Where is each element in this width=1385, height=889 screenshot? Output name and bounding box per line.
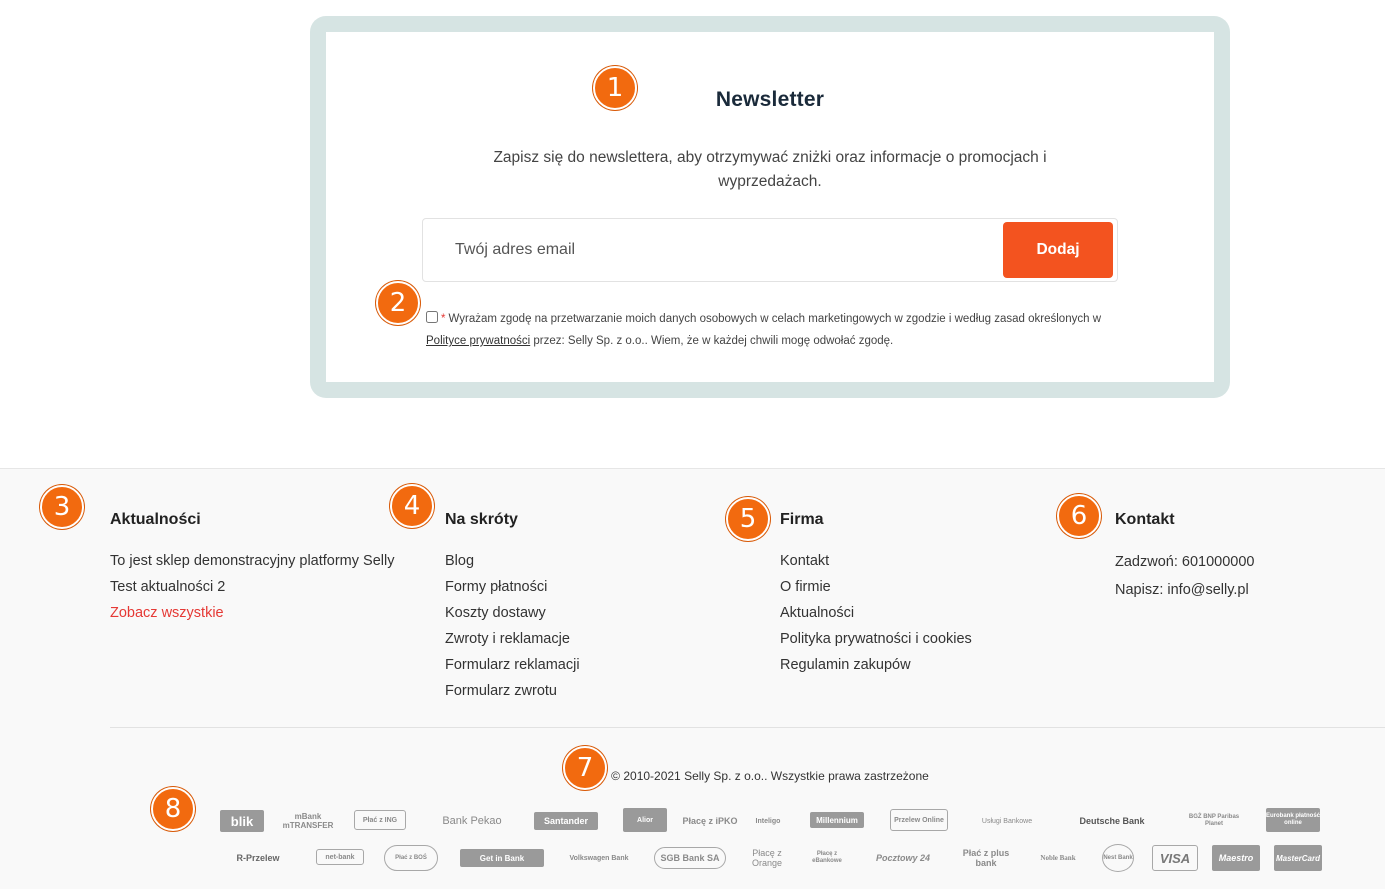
newsletter-form xyxy=(422,218,1118,282)
payment-logo-przelew-online: Przelew Online xyxy=(890,809,948,831)
footer-contact-title: Kontakt xyxy=(1115,511,1175,528)
marker-7: 7 xyxy=(563,746,607,790)
payment-logo-visa: VISA xyxy=(1152,845,1198,871)
footer xyxy=(0,468,1385,889)
consent-checkbox[interactable] xyxy=(426,311,438,323)
payment-logo-uslugi-bankowe: Usługi Bankowe xyxy=(981,817,1033,825)
newsletter-description: Zapisz się do newslettera, aby otrzymywać zniżki oraz informacje o promocjach i wyprzedażach. xyxy=(493,149,1047,190)
newsletter-title: Newsletter xyxy=(715,88,825,111)
payment-logo-bos: Płać z BOŚ xyxy=(384,845,438,871)
payment-logos-row-2 xyxy=(220,843,1330,873)
marker-3: 3 xyxy=(40,485,84,529)
footer-news-title: Aktualności xyxy=(110,511,201,528)
payment-logo-volkswagen: Volkswagen Bank xyxy=(569,854,629,862)
newsletter-consent xyxy=(426,308,1106,352)
payment-logo-blik: blik xyxy=(220,810,264,832)
payment-logo-pocztowy: Pocztowy 24 xyxy=(875,853,931,863)
newsletter-frame xyxy=(310,16,1230,398)
payment-logo-ipko: Płacę z iPKO xyxy=(682,816,738,826)
footer-shortcuts-title: Na skróty xyxy=(445,511,518,528)
payment-logo-plus-bank: Płać z plus bank xyxy=(962,848,1010,868)
newsletter-panel xyxy=(326,32,1214,382)
footer-company-title: Firma xyxy=(780,511,824,528)
payment-logo-deutsche-bank: Deutsche Bank xyxy=(1079,816,1145,826)
payment-logo-mbank: mBank mTRANSFER xyxy=(282,812,334,830)
footer-column-shortcuts xyxy=(445,511,580,704)
footer-link-privacy[interactable]: Polityka prywatności i cookies xyxy=(780,631,972,647)
footer-link-news[interactable]: Aktualności xyxy=(780,605,855,621)
marker-1: 1 xyxy=(593,66,637,110)
newsletter-submit-button[interactable]: Dodaj xyxy=(1003,222,1113,278)
marker-5: 5 xyxy=(726,497,770,541)
footer-news-list xyxy=(110,548,394,626)
payment-logo-maestro: Maestro xyxy=(1212,845,1260,871)
footer-divider xyxy=(110,727,1385,728)
footer-news-item[interactable]: Test aktualności 2 xyxy=(110,579,226,595)
payment-logo-ing: Płać z ING xyxy=(354,810,406,830)
footer-company-list xyxy=(780,548,972,678)
payment-logo-alior: Alior xyxy=(623,808,667,832)
footer-shortcuts-list xyxy=(445,548,580,704)
footer-contact-list xyxy=(1115,548,1254,604)
consent-text-end: przez: Selly Sp. z o.o.. Wiem, że w każdej chwili mogę odwołać zgodę. xyxy=(530,335,894,347)
footer-column-company xyxy=(780,511,972,678)
footer-column-contact xyxy=(1115,511,1254,604)
footer-link-payment-methods[interactable]: Formy płatności xyxy=(445,579,548,595)
footer-link-returns[interactable]: Zwroty i reklamacje xyxy=(445,631,570,647)
contact-phone[interactable]: Zadzwoń: 601000000 xyxy=(1115,554,1255,570)
payment-logo-bnp: BGŻ BNP Paribas Planet xyxy=(1188,814,1240,827)
privacy-policy-link[interactable]: Polityce prywatności xyxy=(426,335,531,347)
payment-logo-orange: Płacę z Orange xyxy=(751,848,783,868)
marker-6: 6 xyxy=(1057,494,1101,538)
footer-link-about[interactable]: O firmie xyxy=(780,579,831,595)
payment-logo-santander: Santander xyxy=(534,812,598,830)
footer-link-return-form[interactable]: Formularz zwrotu xyxy=(445,683,557,699)
footer-link-terms[interactable]: Regulamin zakupów xyxy=(780,657,911,673)
payment-logos-row-1 xyxy=(220,806,1330,836)
footer-column-news xyxy=(110,511,394,626)
consent-text-start: Wyrażam zgodę na przetwarzanie moich danych osobowych w celach marketingowych w zgodzie i według zasad określonych w xyxy=(448,313,1101,325)
copyright-text: © 2010-2021 Selly Sp. z o.o.. Wszystkie prawa zastrzeżone xyxy=(611,769,929,783)
newsletter-email-input[interactable] xyxy=(423,219,1003,281)
payment-logo-r-przelew: R-Przelew xyxy=(236,853,280,863)
footer-link-blog[interactable]: Blog xyxy=(445,553,475,569)
payment-logo-millennium: Millennium xyxy=(810,812,864,828)
footer-link-shipping-costs[interactable]: Koszty dostawy xyxy=(445,605,546,621)
marker-4: 4 xyxy=(390,484,434,528)
payment-logo-netbank: net-bank xyxy=(316,849,364,865)
payment-logo-nest-bank: Nest Bank xyxy=(1102,844,1134,872)
footer-link-contact[interactable]: Kontakt xyxy=(780,553,830,569)
payment-logo-pekao: Bank Pekao xyxy=(442,815,502,827)
payment-logo-mastercard: MasterCard xyxy=(1274,845,1322,871)
required-mark: * xyxy=(441,313,446,325)
footer-link-complaint-form[interactable]: Formularz reklamacji xyxy=(445,657,580,673)
payment-logo-sgb: SGB Bank SA xyxy=(654,847,726,869)
footer-news-item[interactable]: To jest sklep demonstracyjny platformy Selly xyxy=(110,553,395,569)
payment-logo-eurobank: Eurobank płatność online xyxy=(1266,808,1320,832)
payment-logo-ebankowe: Płacę z eBankowe xyxy=(812,851,842,864)
see-all-news-link[interactable]: Zobacz wszystkie xyxy=(110,605,224,621)
marker-2: 2 xyxy=(376,281,420,325)
payment-logo-inteligo: Inteligo xyxy=(755,817,781,825)
marker-8: 8 xyxy=(151,787,195,831)
payment-logo-getin: Get in Bank xyxy=(460,849,544,867)
payment-logo-noble-bank: Noble Bank xyxy=(1040,854,1076,862)
contact-email[interactable]: Napisz: info@selly.pl xyxy=(1115,582,1249,598)
